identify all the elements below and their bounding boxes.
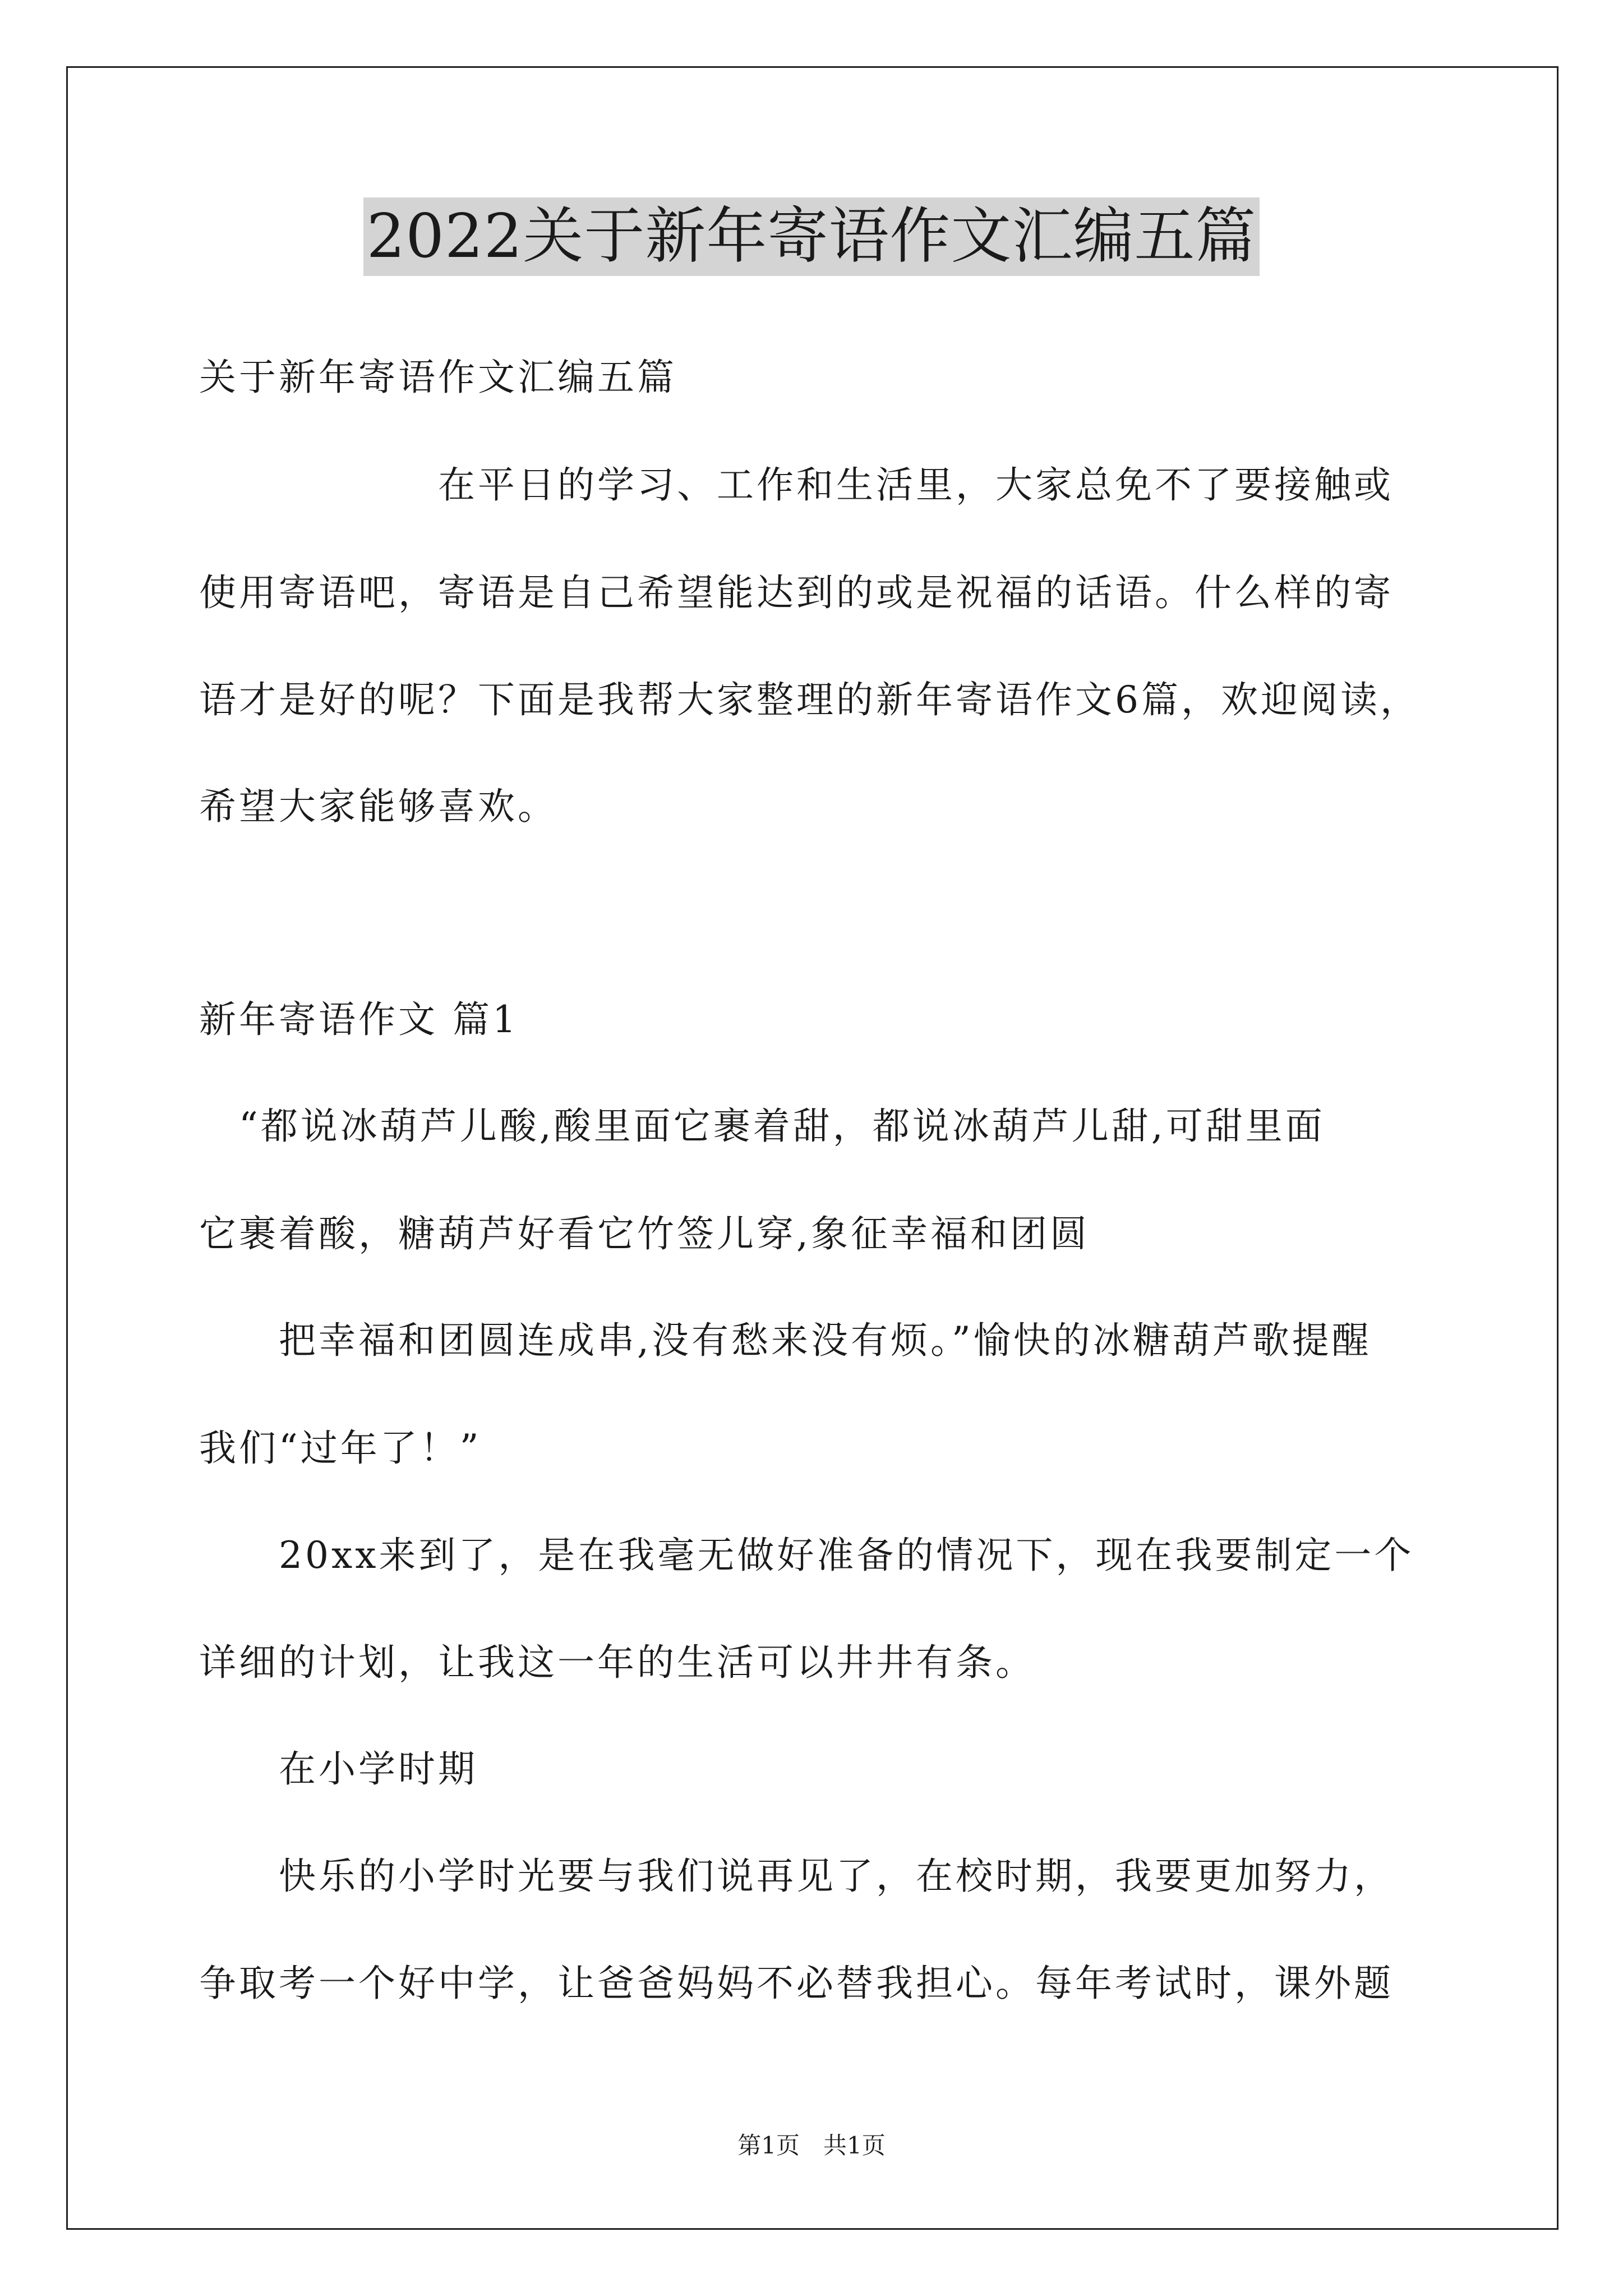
paragraph-line: 它裹着酸，糖葫芦好看它竹签儿穿,象征幸福和团圆: [199, 1212, 1090, 1255]
paragraph-line: “都说冰葫芦儿酸,酸里面它裹着甜，都说冰葫芦儿甜,可甜里面: [199, 1105, 1325, 1148]
paragraph-line: 在平日的学习、工作和生活里，大家总免不了要接触或: [199, 463, 1394, 507]
paragraph-line: 希望大家能够喜欢。: [199, 785, 557, 828]
paragraph-line: 20xx来到了，是在我毫无做好准备的情况下，现在我要制定一个: [199, 1534, 1414, 1577]
document-title: 2022关于新年寄语作文汇编五篇: [363, 197, 1260, 276]
paragraph-line: 快乐的小学时光要与我们说再见了，在校时期，我要更加努力，: [199, 1855, 1394, 1898]
page-number: 第1页 共1页: [737, 2132, 886, 2159]
paragraph-line: 语才是好的呢？下面是我帮大家整理的新年寄语作文6篇，欢迎阅读，: [199, 678, 1420, 721]
paragraph-line: 在小学时期: [199, 1747, 478, 1791]
paragraph-line: 详细的计划，让我这一年的生活可以井井有条。: [199, 1641, 1035, 1684]
title-container: [0, 197, 1623, 276]
paragraph-line: 使用寄语吧，寄语是自己希望能达到的或是祝福的话语。什么样的寄: [199, 571, 1394, 614]
paragraph-line: 我们“过年了！”: [199, 1427, 482, 1470]
paragraph-line: 争取考一个好中学，让爸爸妈妈不必替我担心。每年考试时，课外题: [199, 1962, 1394, 2005]
paragraph-line: 把幸福和团圆连成串,没有愁来没有烦。”愉快的冰糖葫芦歌提醒: [199, 1319, 1372, 1362]
section-heading: 新年寄语作文 篇1: [199, 998, 519, 1041]
subtitle-line: 关于新年寄语作文汇编五篇: [199, 356, 677, 399]
